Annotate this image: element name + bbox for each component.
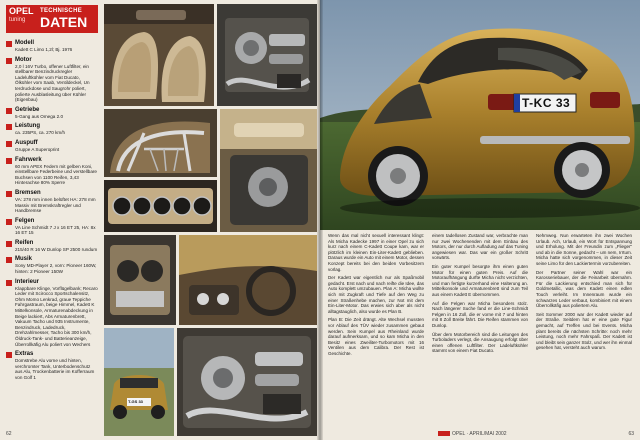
page-gutter	[317, 0, 323, 440]
spec-auspuff: Auspuff Gruppe A Superoprint	[6, 140, 98, 153]
spec-motor: Motor 2,0 l 16V Turbo, offener Luftfilter, ein stellbarer Benzindruckregler Ladeluftkühler vom Fiat Ducato, Ölkühler vom Saab, Ventildeckel, Un terdruckdose und Saugrohr poliert, polierte Ausblasleitung über Kühler (Eigenbau)	[6, 57, 98, 103]
badge-tech-label: TECHNISCHE	[40, 8, 83, 14]
photo-engine-bay	[217, 4, 317, 106]
photo-engine-bottom	[177, 328, 317, 436]
technical-data-badge	[6, 5, 98, 33]
photo-intake-detail	[220, 109, 317, 232]
spec-modell: Modell Kadett C Limo 1,2l; Bj. 1976	[6, 40, 98, 53]
article-column-1: Wenn das mal nicht sexuell interessant klingt: Als Micha Kadecke 1997 in einer Opel zu sich kurz nach einem C-Kadett Coupe kam, war er plötzlich im kleinen Ein-Liter-Kadett geblieben. Daraus wurde ein Auto mit einem Motor, dessen Konzept bereits bei den beiden Vorbesitzern vorlag. Der Kadett war eigentlich nur als Spaßmobil gedacht. Erst nach und nach reifte die Idee, das Auto komplett umzubauen. Plan A: Micha wollte sich mit Zugkraft und Tiefe auf den Weg zu einer Straßenhebe machen, zur Not mit dem Ein-Liter-Motor. Das erwies sich aber als nicht alltagstauglich, also wurde es Plan B. Plan B: Die Zeit drängt. Alte Wechsel mussten vor Ablauf des TÜV wieder zusammen gebaut werden. Sein Kumpel aus Rheinland wurde darauf aufmerksam, und so kam Micha in den Besitz eines Zweiliter-Turbomotors mit 16 Ventilen aus dem Calibra. Der Rest ist Geschichte.	[328, 233, 424, 356]
photo-interior-dash	[179, 235, 317, 325]
photo-interior-seats	[104, 4, 214, 106]
license-plate-text: T-KC 33	[522, 96, 571, 110]
left-page-number: 62	[6, 431, 12, 437]
small-plate-text: T-GS 33	[128, 399, 143, 404]
spec-interieur: Interieur Klappbare Klinge, Vorflügelbank; Recaro Leder mit Scirocco Sportschalensitz, Ohm Momo Lenkrad, graue Teppiche Fahrgastraum, beige Himmel, Kadett K Mittelkonsole, Armaturenabdeckung in Beige lackiert, Abs Armaturenbrett, Vakuum Tacho und 935 Instrumente, Benzindruck, Ladedruck, Drehzahlmesser, Tacho bis 300 km/h, Öldruck-Tank- und Batterieanzeige, Überrollkäfig Alu poliert von Wechers	[6, 279, 98, 348]
photo-dashboard-gauges	[104, 180, 217, 232]
spec-reifen: Reifen 215/40 R 16 W Dunlop SP 2500 rundum	[6, 240, 98, 253]
brand-logo: OPEL	[9, 6, 34, 16]
article-column-2: einem tadellosen Zustand war, verbrachte man nur zwei Wochenenden mit dem Einbau des Motors, der nur durch Aufladung auf das Tuning angewiesen war. Das war ein großer Schritt vorwärts. Ein guter Kumpel besorgte ihm einen guten Motor für einen guten Preis. Auf die Motoraufhängung durfte Micha nicht verzichten, und man fertigte kurzerhand eine Halterung an. Mittelkonsole und Armaturenbrett sind zum Teil aus einem Kadett E übernommen. Auf die Felgen war Micha besonders stolz. Nach längerer Suche fand er die Line-Schmidt Felgen in 16 Zoll, die er vorne mit 7 und hinten mit 8 Zoll Breite fährt. Die Reifen stammen von Dunlop. Über dem Motorbereich sind die Leitungen des Turboladers verlegt, die Ansaugung erfolgt über einen offenen Luftfilter. Der Ladeluftkühler stammt von einem Fiat Ducato.	[432, 233, 528, 354]
right-page-number: 63	[628, 431, 634, 437]
footer-publication: OPEL · APRIL/MAI 2002	[438, 431, 507, 437]
article-column-3: Nehmweg. Nun erwarteten ihn zwei Wochen Urlaub. Ach, Urlaub, ein Wort für Entspannung und Erholung. Mit der Freundin zum „Flieger“ und ab in die Sonne, gedacht – um nem, Irrtum. Micha hatte sich vorgenommen, in dieser Zeit seine Limo für den Lackiertermin vorzubereiten. Der Partner seiner Wahl war ein Karosseriebauer, der die Feinarbeit übernahm. Für die Lackierung entschied man sich für Goldmetallic, was dem Kadett einen edlen Touch verleiht. Im Innenraum wurde ein schwarzes Leder verbaut, kombiniert mit einem Überrollkäfig aus poliertem Alu. Seit Sommer 2000 war der Kadett wieder auf der Straße. Seitdem hat er eine gute Figur gemacht, auf Treffen und bei Events. Micha plant bereits die nächsten Schritte: noch mehr Leistung, noch mehr Fahrspaß. Der Kadett ist und bleibt sein ganzer Stolz, und wer ihn einmal gesehen hat, versteht auch warum.	[536, 233, 632, 351]
photo-car-rear-hero	[320, 0, 640, 230]
photo-car-front-small	[104, 328, 174, 436]
brand-sub: tuning	[9, 17, 26, 23]
badge-daten-label: DATEN	[40, 14, 88, 30]
spec-fahrwerk: Fahrwerk 60 mm APEX Federn mit gelben Koni, einstellbare Federbeine und verstellbare Buchsen von 1100 Reifen, 3,43 Hinterachse 80% Sperre	[6, 157, 98, 186]
photo-trunk-audio	[104, 235, 176, 325]
spec-column	[6, 40, 98, 385]
spec-musik: Musik Sony MD-Player 2, vorn: Pioneer 160W, hinten: 2 Pioneer 150W	[6, 256, 98, 274]
right-page	[320, 0, 640, 440]
spec-getriebe: Getriebe 5-Gang aus Omega 2.0	[6, 107, 98, 120]
spec-extras: Extras Domstrebe Alu vorne und hinten, verchromter Tank, Unterbodenschutz aus Alu, Trockenbatterie im Kofferraum von Golf 1	[6, 351, 98, 380]
spec-bremsen: Bremsen VA: 278 mm innen belüftet HA: 278 mm Massiv mit Bremskraftregler und Handbremse	[6, 190, 98, 214]
spec-felgen: Felgen VA Line Schmidt 7 J x 16 ET 25, HA: 8x 16 ET 15	[6, 218, 98, 236]
photo-roll-cage	[104, 109, 217, 177]
footer-logo	[438, 431, 450, 436]
spec-leistung: Leistung ca. 235PS, ca. 270 km/h	[6, 123, 98, 136]
